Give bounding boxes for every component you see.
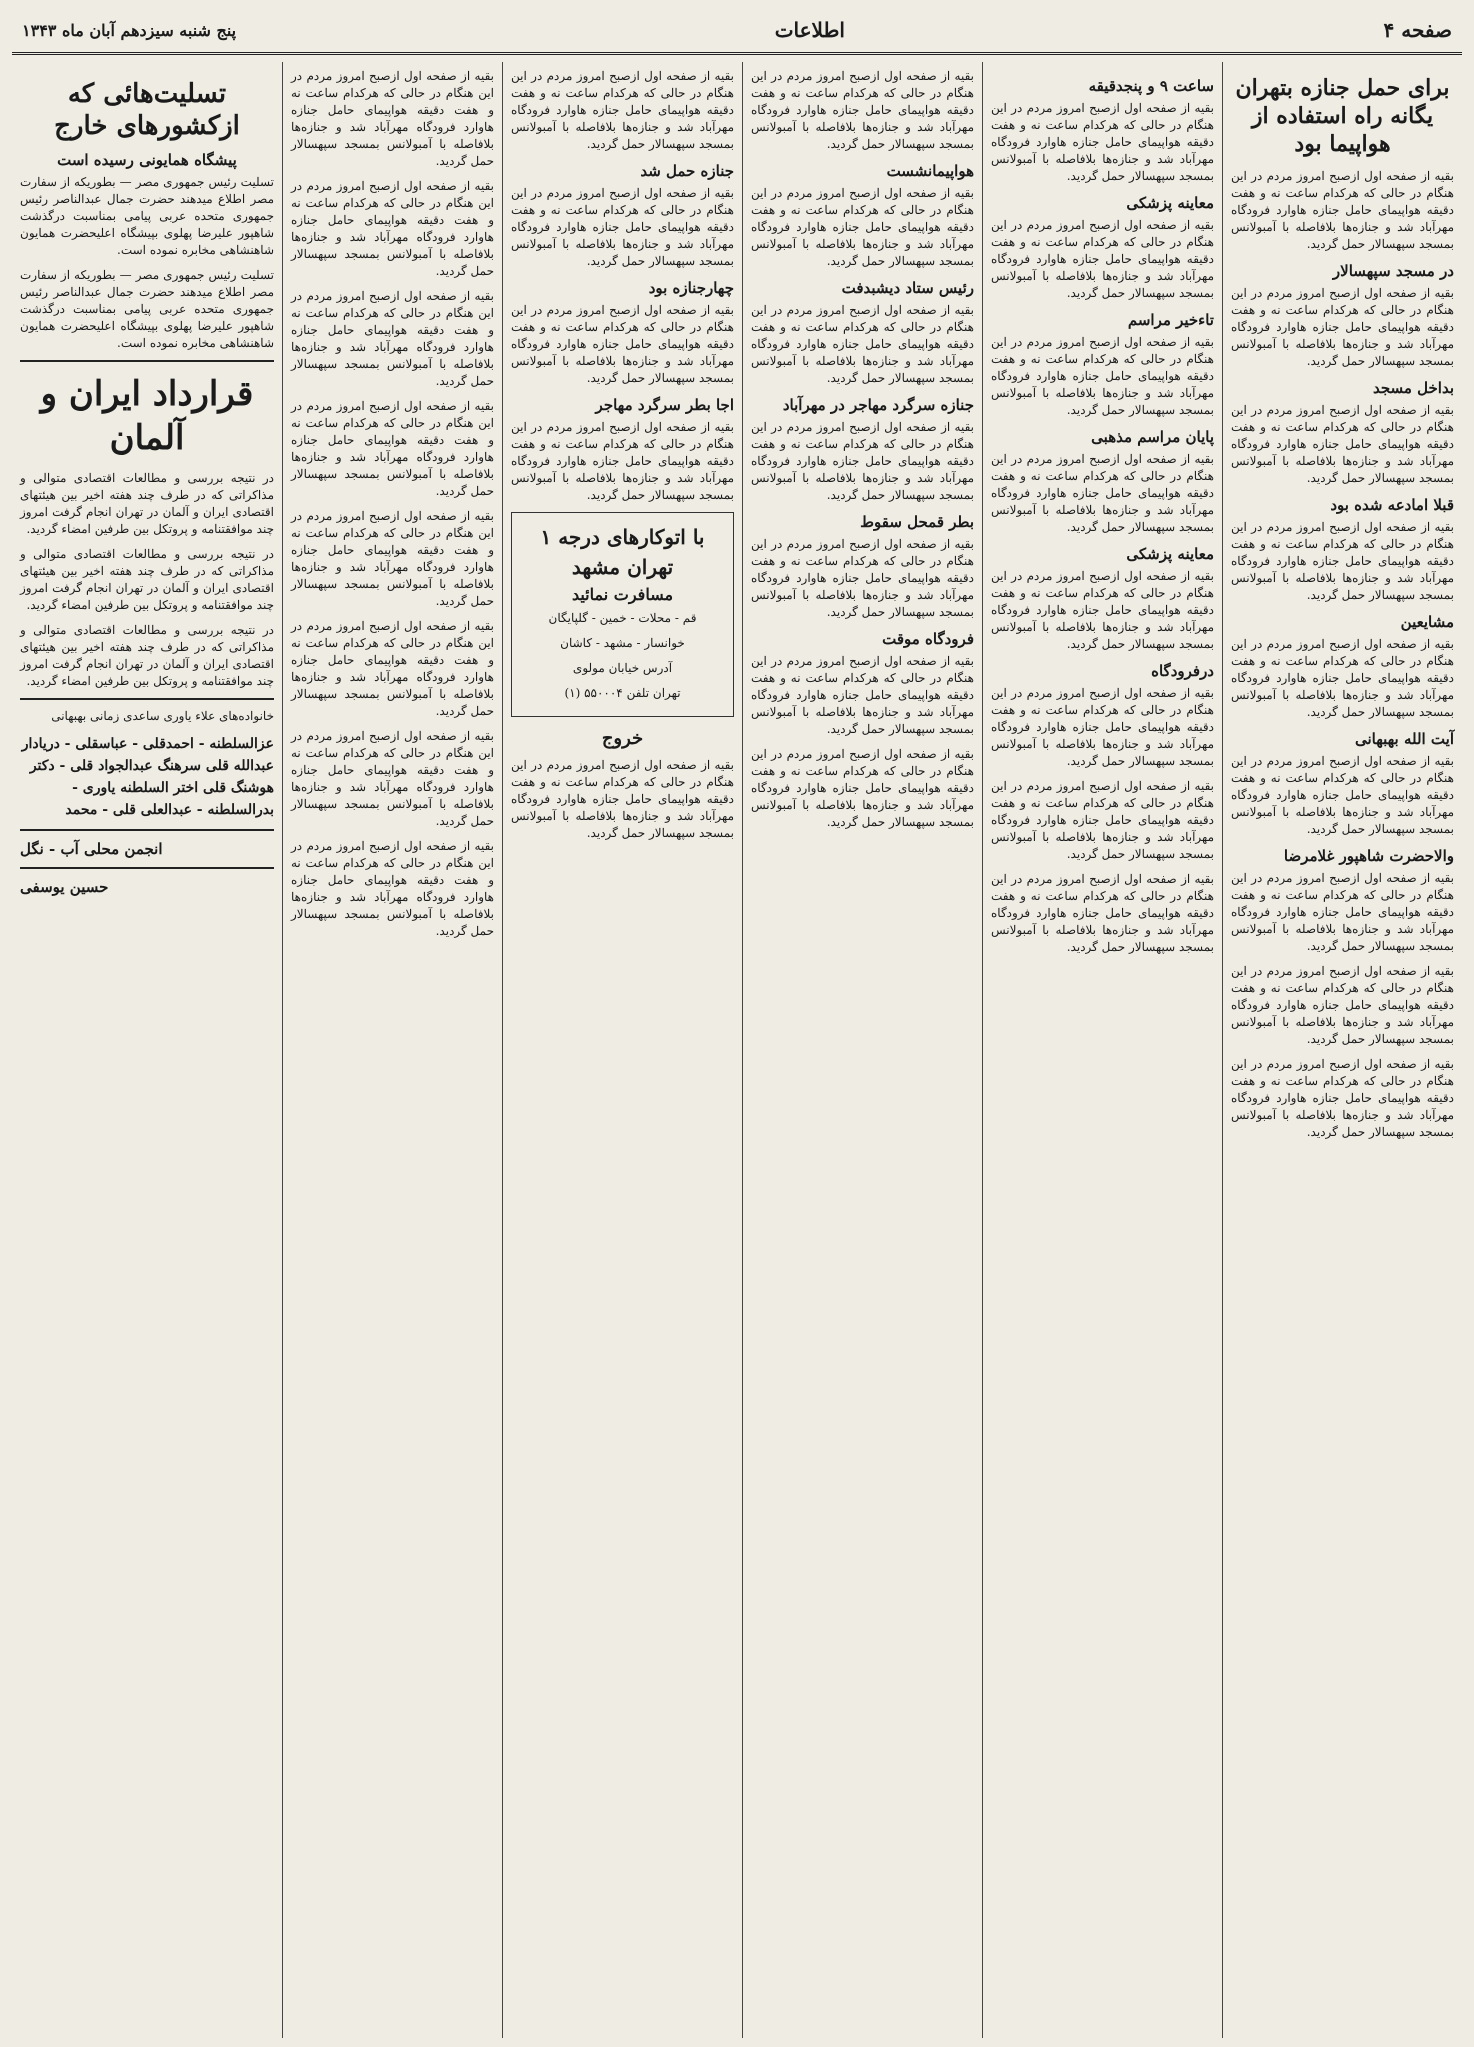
main-story-text: بقیه از صفحه اول ازصبح امروز مردم در این هنگام در حالی که هرکدام ساعت نه و هفت دقیقه هواپیمای حامل جنازه هاوارد فرودگاه مهرآباد شد و جنازه‌ها بلافاصله با آمبولانس بمسجد سپهسالار حمل گردید. (751, 654, 974, 736)
agreement-text: در نتیجه بررسی و مطالعات اقتصادی متوالی و مذاکراتی که در طرف چند هفته اخیر بین هیئتهای اقتصادی ایران و آلمان در تهران انجام گرفت امروز چند موافقتنامه و پروتکل بین طرفین امضاء گردید. (20, 623, 274, 688)
main-story-text: بقیه از صفحه اول ازصبح امروز مردم در این هنگام در حالی که هرکدام ساعت نه و هفت دقیقه هواپیمای حامل جنازه هاوارد فرودگاه مهرآباد شد و جنازه‌ها بلافاصله با آمبولانس بمسجد سپهسالار حمل گردید. (1231, 169, 1454, 251)
subhead: تاءخیر مراسم (1127, 311, 1214, 329)
subhead: جنازه سرگرد مهاجر در مهرآباد (782, 396, 974, 414)
column-6 (12, 62, 282, 2038)
bus-ad-line: قم - محلات - خمین - گلپایگان (548, 611, 697, 625)
column-4 (502, 62, 742, 2038)
subhead: رئیس ستاد دیشبدفت (841, 279, 974, 297)
main-story-text: بقیه از صفحه اول ازصبح امروز مردم در این هنگام در حالی که هرکدام ساعت نه و هفت دقیقه هواپیمای حامل جنازه هاوارد فرودگاه مهرآباد شد و جنازه‌ها بلافاصله با آمبولانس بمسجد سپهسالار حمل گردید. (1231, 520, 1454, 602)
issue-date: پنج شنبه سیزدهم آبان ماه ۱۳۴۳ (22, 20, 237, 40)
agreement-title: قرارداد ایران و آلمان (40, 374, 254, 458)
main-story-text: بقیه از صفحه اول ازصبح امروز مردم در این هنگام در حالی که هرکدام ساعت نه و هفت دقیقه هواپیمای حامل جنازه هاوارد فرودگاه مهرآباد شد و جنازه‌ها بلافاصله با آمبولانس بمسجد سپهسالار حمل گردید. (751, 303, 974, 385)
subhead: بطر قمحل سقوط (860, 513, 974, 531)
main-story-text: بقیه از صفحه اول ازصبح امروز مردم در این هنگام در حالی که هرکدام ساعت نه و هفت دقیقه هواپیمای حامل جنازه هاوارد فرودگاه مهرآباد شد و جنازه‌ها بلافاصله با آمبولانس بمسجد سپهسالار حمل گردید. (991, 872, 1214, 954)
subhead: بداخل مسجد (1372, 379, 1454, 397)
main-story-text: بقیه از صفحه اول ازصبح امروز مردم در این هنگام در حالی که هرکدام ساعت نه و هفت دقیقه هواپیمای حامل جنازه هاوارد فرودگاه مهرآباد شد و جنازه‌ها بلافاصله با آمبولانس بمسجد سپهسالار حمل گردید. (291, 179, 494, 278)
main-story-text: بقیه از صفحه اول ازصبح امروز مردم در این هنگام در حالی که هرکدام ساعت نه و هفت دقیقه هواپیمای حامل جنازه هاوارد فرودگاه مهرآباد شد و جنازه‌ها بلافاصله با آمبولانس بمسجد سپهسالار حمل گردید. (1231, 1057, 1454, 1139)
main-story-text: بقیه از صفحه اول ازصبح امروز مردم در این هنگام در حالی که هرکدام ساعت نه و هفت دقیقه هواپیمای حامل جنازه هاوارد فرودگاه مهرآباد شد و جنازه‌ها بلافاصله با آمبولانس بمسجد سپهسالار حمل گردید. (751, 186, 974, 268)
side-story-text: تسلیت رئیس جمهوری مصر — بطوریکه از سفارت مصر اطلاع میدهند حضرت جمال عبدالناصر رئیس جمهوری متحده عربی پیامی بمناسبت درگذشت شاهپور علیرضا پهلوی بپیشگاه اعلیحضرت همایون شاهنشاهی مخابره نموده است. (20, 268, 274, 350)
agreement-text: در نتیجه بررسی و مطالعات اقتصادی متوالی و مذاکراتی که در طرف چند هفته اخیر بین هیئتهای اقتصادی ایران و آلمان در تهران انجام گرفت امروز چند موافقتنامه و پروتکل بین طرفین امضاء گردید. (20, 471, 274, 536)
main-story-text: بقیه از صفحه اول ازصبح امروز مردم در این هنگام در حالی که هرکدام ساعت نه و هفت دقیقه هواپیمای حامل جنازه هاوارد فرودگاه مهرآباد شد و جنازه‌ها بلافاصله با آمبولانس بمسجد سپهسالار حمل گردید. (751, 537, 974, 619)
columns (12, 62, 1462, 2038)
condolence-signature: حسین یوسفی (20, 878, 109, 896)
newspaper-name: اطلاعات (774, 18, 845, 42)
subhead: هواپیمانشست (886, 162, 974, 180)
main-story-text: بقیه از صفحه اول ازصبح امروز مردم در این هنگام در حالی که هرکدام ساعت نه و هفت دقیقه هواپیمای حامل جنازه هاوارد فرودگاه مهرآباد شد و جنازه‌ها بلافاصله با آمبولانس بمسجد سپهسالار حمل گردید. (511, 758, 734, 840)
subhead: در مسجد سپهسالار (1332, 262, 1454, 280)
condolence-signature: انجمن محلی آب - نگل (20, 840, 163, 858)
divider (20, 829, 274, 831)
newspaper-page (12, 8, 1462, 2038)
subhead: چهارجنازه بود (648, 279, 734, 297)
exit-notice-title: خروج (601, 728, 644, 749)
subhead: جنازه حمل شد (640, 162, 734, 180)
main-story-text: بقیه از صفحه اول ازصبح امروز مردم در این هنگام در حالی که هرکدام ساعت نه و هفت دقیقه هواپیمای حامل جنازه هاوارد فرودگاه مهرآباد شد و جنازه‌ها بلافاصله با آمبولانس بمسجد سپهسالار حمل گردید. (991, 569, 1214, 651)
subhead: درفرودگاه (1151, 662, 1214, 680)
subhead: معاینه پزشکی (1126, 194, 1214, 212)
bus-ad-line: تهران تلفن ۵۵۰۰۰۴ (۱) (564, 686, 681, 700)
bus-ad-line: خوانسار - مشهد - کاشان (560, 636, 685, 650)
bus-ad-subtitle: مسافرت نمائید (571, 585, 674, 604)
column-1 (1222, 62, 1462, 2038)
column-5 (282, 62, 502, 2038)
subhead: آیت الله بهبهانی (1354, 730, 1454, 748)
column-3 (742, 62, 982, 2038)
condolence-families: خانواده‌های علاء یاوری ساعدی زمانی بهبهانی (51, 709, 274, 723)
column-2 (982, 62, 1222, 2038)
main-story-text: بقیه از صفحه اول ازصبح امروز مردم در این هنگام در حالی که هرکدام ساعت نه و هفت دقیقه هواپیمای حامل جنازه هاوارد فرودگاه مهرآباد شد و جنازه‌ها بلافاصله با آمبولانس بمسجد سپهسالار حمل گردید. (991, 218, 1214, 300)
main-story-text: بقیه از صفحه اول ازصبح امروز مردم در این هنگام در حالی که هرکدام ساعت نه و هفت دقیقه هواپیمای حامل جنازه هاوارد فرودگاه مهرآباد شد و جنازه‌ها بلافاصله با آمبولانس بمسجد سپهسالار حمل گردید. (1231, 871, 1454, 953)
main-story-text: بقیه از صفحه اول ازصبح امروز مردم در این هنگام در حالی که هرکدام ساعت نه و هفت دقیقه هواپیمای حامل جنازه هاوارد فرودگاه مهرآباد شد و جنازه‌ها بلافاصله با آمبولانس بمسجد سپهسالار حمل گردید. (511, 420, 734, 502)
main-story-text: بقیه از صفحه اول ازصبح امروز مردم در این هنگام در حالی که هرکدام ساعت نه و هفت دقیقه هواپیمای حامل جنازه هاوارد فرودگاه مهرآباد شد و جنازه‌ها بلافاصله با آمبولانس بمسجد سپهسالار حمل گردید. (991, 101, 1214, 183)
subhead: مشایعین (1400, 613, 1454, 631)
main-story-text: بقیه از صفحه اول ازصبح امروز مردم در این هنگام در حالی که هرکدام ساعت نه و هفت دقیقه هواپیمای حامل جنازه هاوارد فرودگاه مهرآباد شد و جنازه‌ها بلافاصله با آمبولانس بمسجد سپهسالار حمل گردید. (291, 289, 494, 388)
main-story-text: بقیه از صفحه اول ازصبح امروز مردم در این هنگام در حالی که هرکدام ساعت نه و هفت دقیقه هواپیمای حامل جنازه هاوارد فرودگاه مهرآباد شد و جنازه‌ها بلافاصله با آمبولانس بمسجد سپهسالار حمل گردید. (751, 69, 974, 151)
divider (20, 698, 274, 700)
agreement-text: در نتیجه بررسی و مطالعات اقتصادی متوالی و مذاکراتی که در طرف چند هفته اخیر بین هیئتهای اقتصادی ایران و آلمان در تهران انجام گرفت امروز چند موافقتنامه و پروتکل بین طرفین امضاء گردید. (20, 547, 274, 612)
side-story-subtitle: پیشگاه همایونی رسیده است (57, 151, 237, 169)
main-story-text: بقیه از صفحه اول ازصبح امروز مردم در این هنگام در حالی که هرکدام ساعت نه و هفت دقیقه هواپیمای حامل جنازه هاوارد فرودگاه مهرآباد شد و جنازه‌ها بلافاصله با آمبولانس بمسجد سپهسالار حمل گردید. (1231, 286, 1454, 368)
main-story-text: بقیه از صفحه اول ازصبح امروز مردم در این هنگام در حالی که هرکدام ساعت نه و هفت دقیقه هواپیمای حامل جنازه هاوارد فرودگاه مهرآباد شد و جنازه‌ها بلافاصله با آمبولانس بمسجد سپهسالار حمل گردید. (291, 69, 494, 168)
bus-ad-route: تهران مشهد (571, 555, 674, 579)
subhead: قبلا امادعه شده بود (1330, 496, 1454, 514)
divider (20, 867, 274, 869)
main-story-text: بقیه از صفحه اول ازصبح امروز مردم در این هنگام در حالی که هرکدام ساعت نه و هفت دقیقه هواپیمای حامل جنازه هاوارد فرودگاه مهرآباد شد و جنازه‌ها بلافاصله با آمبولانس بمسجد سپهسالار حمل گردید. (291, 729, 494, 828)
main-story-text: بقیه از صفحه اول ازصبح امروز مردم در این هنگام در حالی که هرکدام ساعت نه و هفت دقیقه هواپیمای حامل جنازه هاوارد فرودگاه مهرآباد شد و جنازه‌ها بلافاصله با آمبولانس بمسجد سپهسالار حمل گردید. (291, 509, 494, 608)
subhead: معاینه پزشکی (1126, 545, 1214, 563)
main-story-text: بقیه از صفحه اول ازصبح امروز مردم در این هنگام در حالی که هرکدام ساعت نه و هفت دقیقه هواپیمای حامل جنازه هاوارد فرودگاه مهرآباد شد و جنازه‌ها بلافاصله با آمبولانس بمسجد سپهسالار حمل گردید. (511, 69, 734, 151)
bus-ad-title: با اتوکارهای درجه ۱ (540, 525, 705, 549)
side-story-title: تسلیت‌هائی که ازکشورهای خارج (54, 79, 240, 141)
main-story-text: بقیه از صفحه اول ازصبح امروز مردم در این هنگام در حالی که هرکدام ساعت نه و هفت دقیقه هواپیمای حامل جنازه هاوارد فرودگاه مهرآباد شد و جنازه‌ها بلافاصله با آمبولانس بمسجد سپهسالار حمل گردید. (991, 335, 1214, 417)
main-story-text: بقیه از صفحه اول ازصبح امروز مردم در این هنگام در حالی که هرکدام ساعت نه و هفت دقیقه هواپیمای حامل جنازه هاوارد فرودگاه مهرآباد شد و جنازه‌ها بلافاصله با آمبولانس بمسجد سپهسالار حمل گردید. (291, 399, 494, 498)
main-story-text: بقیه از صفحه اول ازصبح امروز مردم در این هنگام در حالی که هرکدام ساعت نه و هفت دقیقه هواپیمای حامل جنازه هاوارد فرودگاه مهرآباد شد و جنازه‌ها بلافاصله با آمبولانس بمسجد سپهسالار حمل گردید. (511, 303, 734, 385)
divider (20, 360, 274, 362)
subhead: ساعت ۹ و پنجدقیقه (1088, 77, 1214, 95)
main-story-text: بقیه از صفحه اول ازصبح امروز مردم در این هنگام در حالی که هرکدام ساعت نه و هفت دقیقه هواپیمای حامل جنازه هاوارد فرودگاه مهرآباد شد و جنازه‌ها بلافاصله با آمبولانس بمسجد سپهسالار حمل گردید. (291, 839, 494, 938)
main-story-text: بقیه از صفحه اول ازصبح امروز مردم در این هنگام در حالی که هرکدام ساعت نه و هفت دقیقه هواپیمای حامل جنازه هاوارد فرودگاه مهرآباد شد و جنازه‌ها بلافاصله با آمبولانس بمسجد سپهسالار حمل گردید. (1231, 403, 1454, 485)
main-story-text: بقیه از صفحه اول ازصبح امروز مردم در این هنگام در حالی که هرکدام ساعت نه و هفت دقیقه هواپیمای حامل جنازه هاوارد فرودگاه مهرآباد شد و جنازه‌ها بلافاصله با آمبولانس بمسجد سپهسالار حمل گردید. (1231, 964, 1454, 1046)
main-story-text: بقیه از صفحه اول ازصبح امروز مردم در این هنگام در حالی که هرکدام ساعت نه و هفت دقیقه هواپیمای حامل جنازه هاوارد فرودگاه مهرآباد شد و جنازه‌ها بلافاصله با آمبولانس بمسجد سپهسالار حمل گردید. (751, 747, 974, 829)
main-story-text: بقیه از صفحه اول ازصبح امروز مردم در این هنگام در حالی که هرکدام ساعت نه و هفت دقیقه هواپیمای حامل جنازه هاوارد فرودگاه مهرآباد شد و جنازه‌ها بلافاصله با آمبولانس بمسجد سپهسالار حمل گردید. (1231, 754, 1454, 836)
subhead: فرودگاه موقت (882, 630, 974, 648)
subhead: اجا بطر سرگرد مهاجر (595, 396, 734, 414)
main-story-text: بقیه از صفحه اول ازصبح امروز مردم در این هنگام در حالی که هرکدام ساعت نه و هفت دقیقه هواپیمای حامل جنازه هاوارد فرودگاه مهرآباد شد و جنازه‌ها بلافاصله با آمبولانس بمسجد سپهسالار حمل گردید. (991, 779, 1214, 861)
subhead: پایان مراسم مذهبی (1091, 428, 1214, 446)
main-story-text: بقیه از صفحه اول ازصبح امروز مردم در این هنگام در حالی که هرکدام ساعت نه و هفت دقیقه هواپیمای حامل جنازه هاوارد فرودگاه مهرآباد شد و جنازه‌ها بلافاصله با آمبولانس بمسجد سپهسالار حمل گردید. (751, 420, 974, 502)
main-story-text: بقیه از صفحه اول ازصبح امروز مردم در این هنگام در حالی که هرکدام ساعت نه و هفت دقیقه هواپیمای حامل جنازه هاوارد فرودگاه مهرآباد شد و جنازه‌ها بلافاصله با آمبولانس بمسجد سپهسالار حمل گردید. (291, 619, 494, 718)
main-story-text: بقیه از صفحه اول ازصبح امروز مردم در این هنگام در حالی که هرکدام ساعت نه و هفت دقیقه هواپیمای حامل جنازه هاوارد فرودگاه مهرآباد شد و جنازه‌ها بلافاصله با آمبولانس بمسجد سپهسالار حمل گردید. (1231, 637, 1454, 719)
bus-ad-line: آدرس خیابان مولوی (572, 661, 673, 675)
bus-ad (511, 512, 734, 717)
page-header (12, 8, 1462, 55)
page-number: صفحه ۴ (1383, 18, 1452, 42)
main-story-text: بقیه از صفحه اول ازصبح امروز مردم در این هنگام در حالی که هرکدام ساعت نه و هفت دقیقه هواپیمای حامل جنازه هاوارد فرودگاه مهرآباد شد و جنازه‌ها بلافاصله با آمبولانس بمسجد سپهسالار حمل گردید. (991, 452, 1214, 534)
subhead: والاحضرت شاهپور غلامرضا (1283, 847, 1454, 865)
condolence-names: عزالسلطنه - احمدقلی - عباسقلی - دریادار عبدالله قلی سرهنگ عبدالجواد قلی - دکتر هوشنگ قلی اختر السلطنه یاوری - بدرالسلطنه - عبدالعلی قلی - محمد (21, 736, 274, 818)
side-story-text: تسلیت رئیس جمهوری مصر — بطوریکه از سفارت مصر اطلاع میدهند حضرت جمال عبدالناصر رئیس جمهوری متحده عربی پیامی بمناسبت درگذشت شاهپور علیرضا پهلوی بپیشگاه اعلیحضرت همایون شاهنشاهی مخابره نموده است. (20, 175, 274, 257)
main-story-text: بقیه از صفحه اول ازصبح امروز مردم در این هنگام در حالی که هرکدام ساعت نه و هفت دقیقه هواپیمای حامل جنازه هاوارد فرودگاه مهرآباد شد و جنازه‌ها بلافاصله با آمبولانس بمسجد سپهسالار حمل گردید. (991, 686, 1214, 768)
main-story-text: بقیه از صفحه اول ازصبح امروز مردم در این هنگام در حالی که هرکدام ساعت نه و هفت دقیقه هواپیمای حامل جنازه هاوارد فرودگاه مهرآباد شد و جنازه‌ها بلافاصله با آمبولانس بمسجد سپهسالار حمل گردید. (511, 186, 734, 268)
main-headline-part: برای حمل جنازه بتهران یگانه راه استفاده از هواپیما بود (1235, 75, 1450, 157)
